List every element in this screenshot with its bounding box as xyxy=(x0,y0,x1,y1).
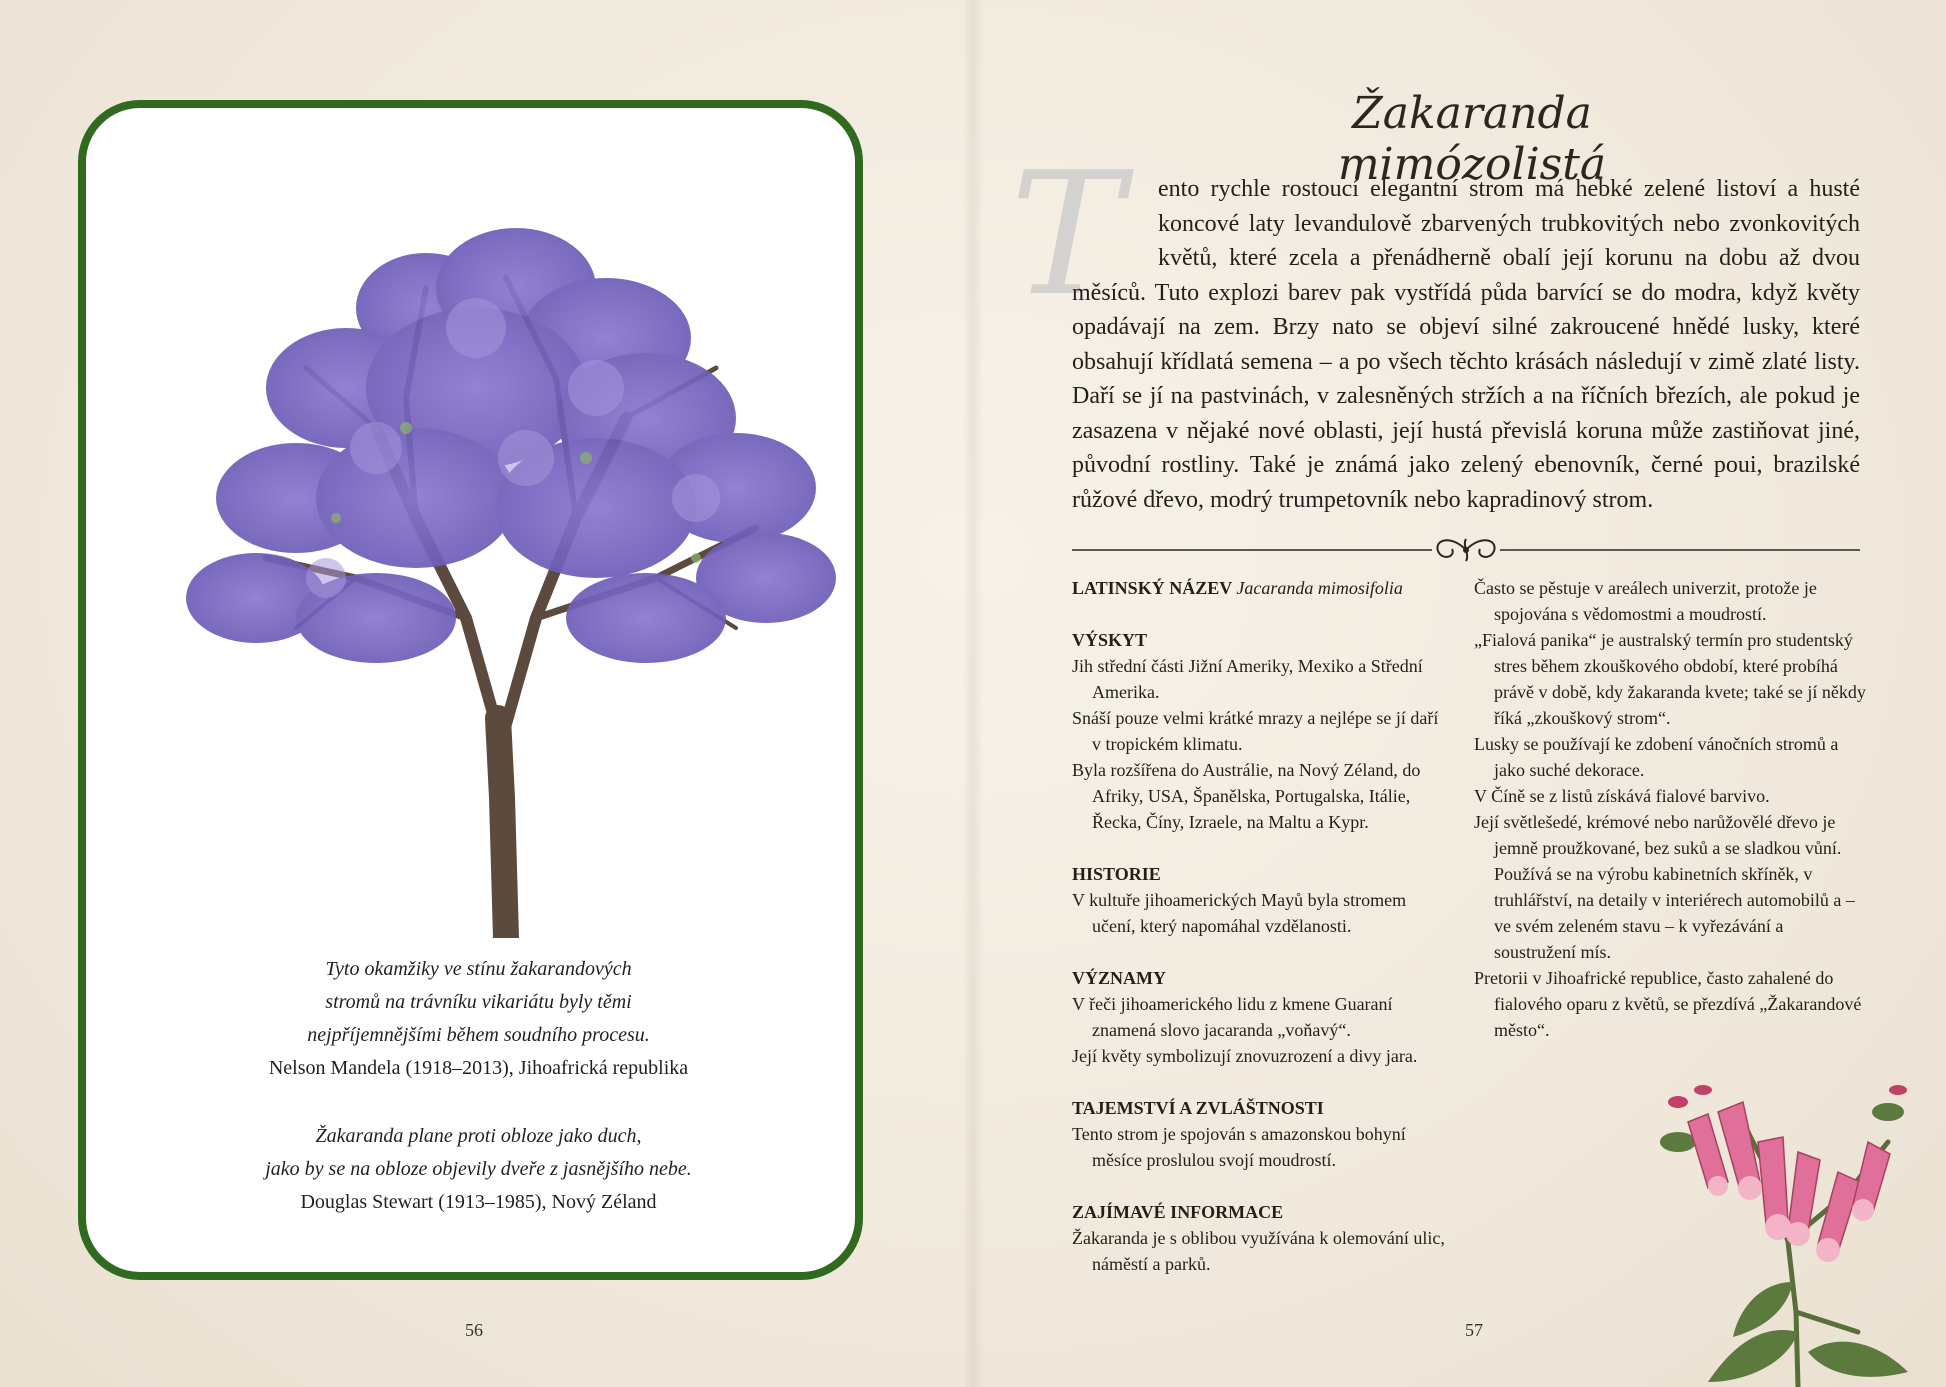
section-heading-occurrence: VÝSKYT xyxy=(1072,630,1148,650)
drop-cap: T xyxy=(1010,136,1124,334)
fact-entry: Její světlešedé, krémové nebo narůžovělé dřevo je jemně proužkované, bez suků a se sladkou vůní. Používá se na výrobu kabinetních skříněk, v truhlářství, na detaily v interiérech automobilů a – ve svém zeleném stavu – k vyřezávání a soustružení mís. xyxy=(1474,812,1855,962)
section-heading-history: HISTORIE xyxy=(1072,864,1161,884)
fact-entry: Pretorii v Jihoafrické republice, často zahalené do fialového oparu z květů, se přezdívá „Žakarandové město“. xyxy=(1474,968,1862,1040)
fact-entry: Tento strom je spojován s amazonskou bohyní měsíce proslulou svojí moudrostí. xyxy=(1072,1124,1406,1170)
fact-entry: V kultuře jihoamerických Mayů byla stromem učení, který napomáhal vzdělanosti. xyxy=(1072,890,1407,936)
quote-author: Nelson Mandela (1918–2013), Jihoafrická republika xyxy=(268,1057,689,1079)
quote-line: Žakaranda plane proti obloze jako duch, xyxy=(315,1125,642,1147)
fact-entry: V Číně se z listů získává fialové barvivo. xyxy=(1474,786,1770,806)
quote-line: Tyto okamžiky ve stínu žakarandových xyxy=(325,958,632,980)
facts-column-right xyxy=(1474,575,1866,1043)
section-heading-meanings: VÝZNAMY xyxy=(1072,968,1166,988)
page-title: Žakaranda mimózolistá xyxy=(1337,88,1607,190)
page-number-right: 57 xyxy=(1465,1320,1483,1340)
quote-line: jako by se na obloze objevily dveře z jasnějšího nebe. xyxy=(265,1158,692,1180)
section-heading-mysteries: TAJEMSTVÍ A ZVLÁŠTNOSTI xyxy=(1072,1098,1324,1118)
fact-entry: Byla rozšířena do Austrálie, na Nový Zéland, do Afriky, USA, Španělska, Portugalska, Itálie, Řecka, Číny, Izraele, na Maltu a Kypr. xyxy=(1072,760,1421,832)
fact-entry: „Fialová panika“ je australský termín pro studentský stres během zkouškového období, které probíhá právě v době, kdy žakaranda kvete; také se jí někdy říká „zkouškový strom“. xyxy=(1474,630,1866,728)
quote-line: stromů na trávníku vikariátu byly těmi xyxy=(325,991,632,1013)
quote-line: nejpříjemnějšími během soudního procesu. xyxy=(307,1024,650,1046)
intro-paragraph xyxy=(1072,172,1860,532)
quote-author: Douglas Stewart (1913–1985), Nový Zéland xyxy=(300,1191,657,1213)
fact-entry: Lusky se používají ke zdobení vánočních stromů a jako suché dekorace. xyxy=(1474,734,1839,780)
latin-label: LATINSKÝ NÁZEV xyxy=(1072,578,1232,598)
illustration-card xyxy=(78,100,863,1280)
fact-entry: Její květy symbolizují znovuzrození a divy jara. xyxy=(1072,1046,1418,1066)
fact-entry: V řeči jihoamerického lidu z kmene Guaraní znamená slovo jacaranda „voňavý“. xyxy=(1072,994,1393,1040)
section-heading-interesting-facts: ZAJÍMAVÉ INFORMACE xyxy=(1072,1202,1284,1222)
ornament-divider xyxy=(1072,525,1860,575)
fact-entry: Jih střední části Jižní Ameriky, Mexiko a Střední Amerika. xyxy=(1072,656,1423,702)
fact-entry: Často se pěstuje v areálech univerzit, protože je spojována s vědomostmi a moudrostí. xyxy=(1474,578,1817,624)
page-number-left: 56 xyxy=(465,1320,483,1340)
facts-column-left xyxy=(1072,575,1447,1277)
intro-text: ento rychle rostoucí elegantní strom má hebké zelené listoví a husté koncové laty levandulově zbarvených trubkovitých nebo zvonkovitých květů, které zcela a přenádherně obalí její korunu na dobu až dvou měsíců. Tuto explozi barev pak vystřídá půda barvící se do modra, když květy opadávají na zem. Brzy nato se objeví silné zakroucené hnědé lusky, které obsahují křídlatá semena – a po všech těchto krásách následují v zimě zlaté listy. Daří se jí na pastvinách, v zalesněných stržích a na říčních březích, ale pokud je zasazena v nějaké nové oblasti, její hustá převislá koruna může zastiňovat jiné, původní rostliny. Také je známá jako zelený ebenovník, černé poui, brazilské růžové dřevo, modrý trumpetovník nebo kapradinový strom. xyxy=(1072,176,1860,513)
fact-entry: Žakaranda je s oblibou využívána k olemování ulic, náměstí a parků. xyxy=(1072,1228,1445,1274)
book-spine xyxy=(963,0,983,1387)
quote-mandela xyxy=(86,953,871,1085)
latin-name-row xyxy=(1072,575,1447,601)
latin-name: Jacaranda mimosifolia xyxy=(1236,578,1403,598)
botanical-flower-illustration xyxy=(1648,1082,1918,1387)
jacaranda-tree-illustration xyxy=(176,198,856,938)
fact-entry: Snáší pouze velmi krátké mrazy a nejlépe se jí daří v tropickém klimatu. xyxy=(1072,708,1439,754)
quote-stewart xyxy=(86,1120,871,1219)
